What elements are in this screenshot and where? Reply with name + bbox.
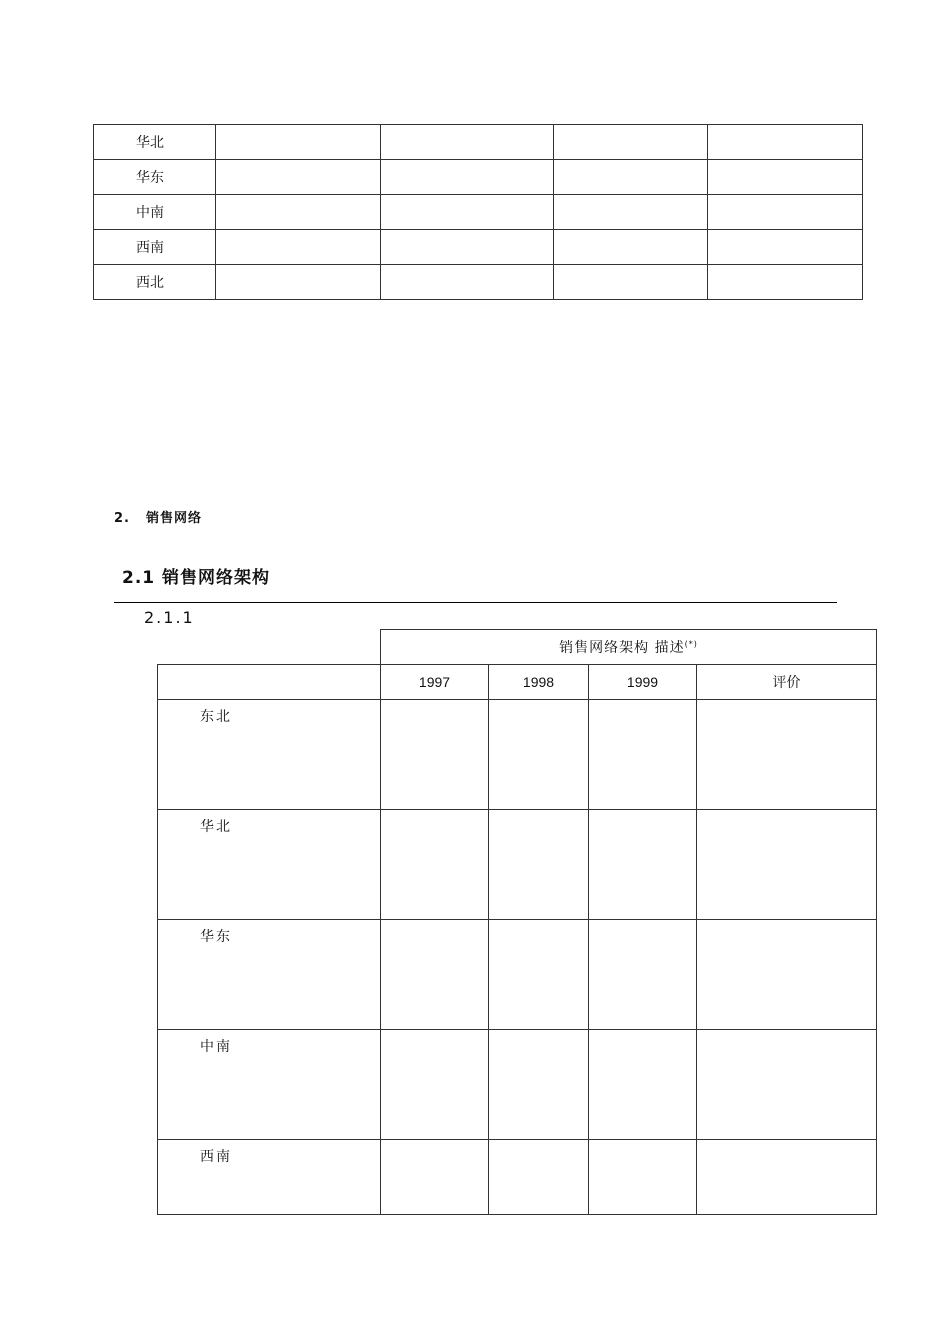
subsection-heading: 2.1 销售网络架构 (122, 568, 271, 588)
table-row (158, 700, 877, 810)
region-label: 西北 (94, 265, 216, 300)
region-label: 华东 (94, 160, 216, 195)
column-header: 评价 (697, 665, 877, 700)
region-label: 西南 (94, 230, 216, 265)
group-header (381, 630, 877, 665)
region-label: 华北 (158, 810, 381, 920)
table-cell (697, 1140, 877, 1215)
top-region-table (93, 124, 863, 300)
table-row (158, 810, 877, 920)
table-cell (381, 1030, 489, 1140)
column-header: 1999 (589, 665, 697, 700)
table-cell (216, 125, 381, 160)
table-cell (697, 920, 877, 1030)
table-cell (708, 195, 863, 230)
table-cell (381, 230, 554, 265)
sub-subsection-label: 2.1.1 (144, 608, 195, 627)
table-cell (589, 700, 697, 810)
table-row (158, 920, 877, 1030)
region-label: 中南 (94, 195, 216, 230)
table-cell (381, 920, 489, 1030)
table-cell (489, 810, 589, 920)
table-row (94, 265, 863, 300)
table-row (158, 1140, 877, 1215)
column-header: 1997 (381, 665, 489, 700)
table-cell (489, 1140, 589, 1215)
region-label: 西南 (158, 1140, 381, 1215)
table-row (94, 125, 863, 160)
table-row (94, 230, 863, 265)
table-cell (697, 700, 877, 810)
table-cell (708, 265, 863, 300)
table-cell (216, 195, 381, 230)
table-header-row (158, 665, 877, 700)
table-cell (697, 810, 877, 920)
divider (114, 602, 837, 603)
sales-network-table (157, 629, 877, 1215)
table-cell (554, 195, 708, 230)
table-cell (554, 160, 708, 195)
region-label: 华北 (94, 125, 216, 160)
table-cell (216, 160, 381, 195)
table-cell (589, 1030, 697, 1140)
table-row (94, 195, 863, 230)
table-cell (589, 810, 697, 920)
table-cell (489, 1030, 589, 1140)
table-cell (216, 230, 381, 265)
table-corner (158, 630, 381, 665)
table-cell (708, 160, 863, 195)
table-cell (554, 265, 708, 300)
table-cell (489, 920, 589, 1030)
group-header-text: 销售网络架构 描述 (559, 640, 685, 656)
footnote-mark: (*) (684, 639, 698, 649)
region-label: 中南 (158, 1030, 381, 1140)
table-cell (381, 700, 489, 810)
table-cell (554, 125, 708, 160)
section-heading (114, 507, 202, 526)
row-header-blank (158, 665, 381, 700)
section-title: 销售网络 (145, 511, 202, 526)
region-label: 华东 (158, 920, 381, 1030)
table-row (158, 1030, 877, 1140)
table-cell (381, 160, 554, 195)
table-cell (381, 265, 554, 300)
table-cell (589, 920, 697, 1030)
table-header-row (158, 630, 877, 665)
table-cell (381, 810, 489, 920)
table-cell (589, 1140, 697, 1215)
table-row (94, 160, 863, 195)
table-cell (708, 230, 863, 265)
table-cell (381, 125, 554, 160)
section-number: 2. (114, 511, 130, 526)
table-cell (554, 230, 708, 265)
table-cell (381, 1140, 489, 1215)
table-cell (708, 125, 863, 160)
column-header: 1998 (489, 665, 589, 700)
table-cell (216, 265, 381, 300)
table-cell (697, 1030, 877, 1140)
region-label: 东北 (158, 700, 381, 810)
table-cell (489, 700, 589, 810)
table-cell (381, 195, 554, 230)
